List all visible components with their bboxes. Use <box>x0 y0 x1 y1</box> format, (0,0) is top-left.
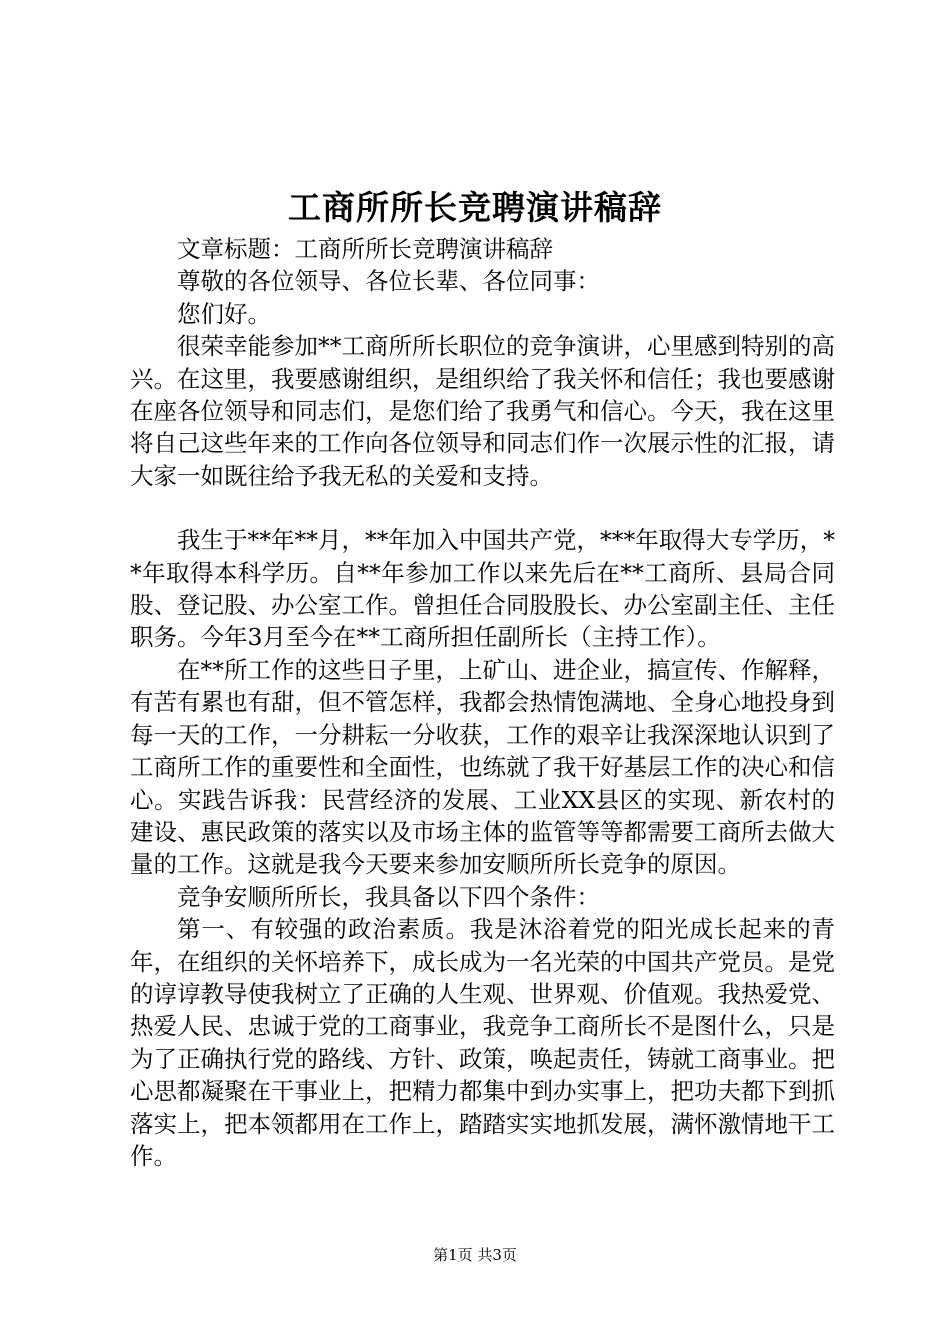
salutation: 尊敬的各位领导、各位长辈、各位同事： <box>177 267 600 296</box>
paragraph-background: 我生于**年**月，**年加入中国共产党，***年取得大专学历，**年取得本科学历。自**年参加工作以来先后在**工商所、县局合同股、登记股、办公室工作。曾担任合同股股长、办公室副主任、主任职务。今年3月至今在**工商所担任副所长（主持工作）。 <box>130 526 835 652</box>
document-body <box>130 233 835 1172</box>
page-footer: 第1页 共3页 <box>433 1246 517 1264</box>
paragraph-experience: 在**所工作的这些日子里，上矿山、进企业，搞宣传、作解释，有苦有累也有甜，但不管怎样，我都会热情饱满地、全身心地投身到每一天的工作，一分耕耘一分收获，工作的艰辛让我深深地认识到了工商所工作的重要性和全面性，也练就了我干好基层工作的决心和信心。实践告诉我：民营经济的发展、工业XX县区的实现、新农村的建设、惠民政策的落实以及市场主体的监管等等都需要工商所去做大量的工作。这就是我今天要来参加安顺所所长竞争的原因。 <box>130 655 835 879</box>
paragraph-conditions-intro: 竞争安顺所所长，我具备以下四个条件： <box>177 882 600 911</box>
article-title-line: 文章标题：工商所所长竞聘演讲稿辞 <box>177 235 553 263</box>
paragraph-intro: 很荣幸能参加**工商所所长职位的竞争演讲，心里感到特别的高兴。在这里，我要感谢组织，是组织给了我关怀和信任；我也要感谢在座各位领导和同志们，是您们给了我勇气和信心。今天，我在这里将自己这些年来的工作向各位领导和同志们作一次展示性的汇报，请大家一如既往给予我无私的关爱和支持。 <box>130 332 835 490</box>
document-title: 工商所所长竞聘演讲稿辞 <box>288 188 662 227</box>
paragraph-condition-one: 第一、有较强的政治素质。我是沐浴着党的阳光成长起来的青年，在组织的关怀培养下，成长成为一名光荣的中国共产党员。是党的谆谆教导使我树立了正确的人生观、世界观、价值观。我热爱党、热爱人民、忠诚于党的工商事业，我竞争工商所长不是图什么，只是为了正确执行党的路线、方针、政策，唤起责任，铸就工商事业。把心思都凝聚在干事业上，把精力都集中到办实事上，把功夫都下到抓落实上，把本领都用在工作上，踏踏实实地抓发展，满怀激情地干工作。 <box>130 915 835 1170</box>
greeting: 您们好。 <box>177 299 271 328</box>
